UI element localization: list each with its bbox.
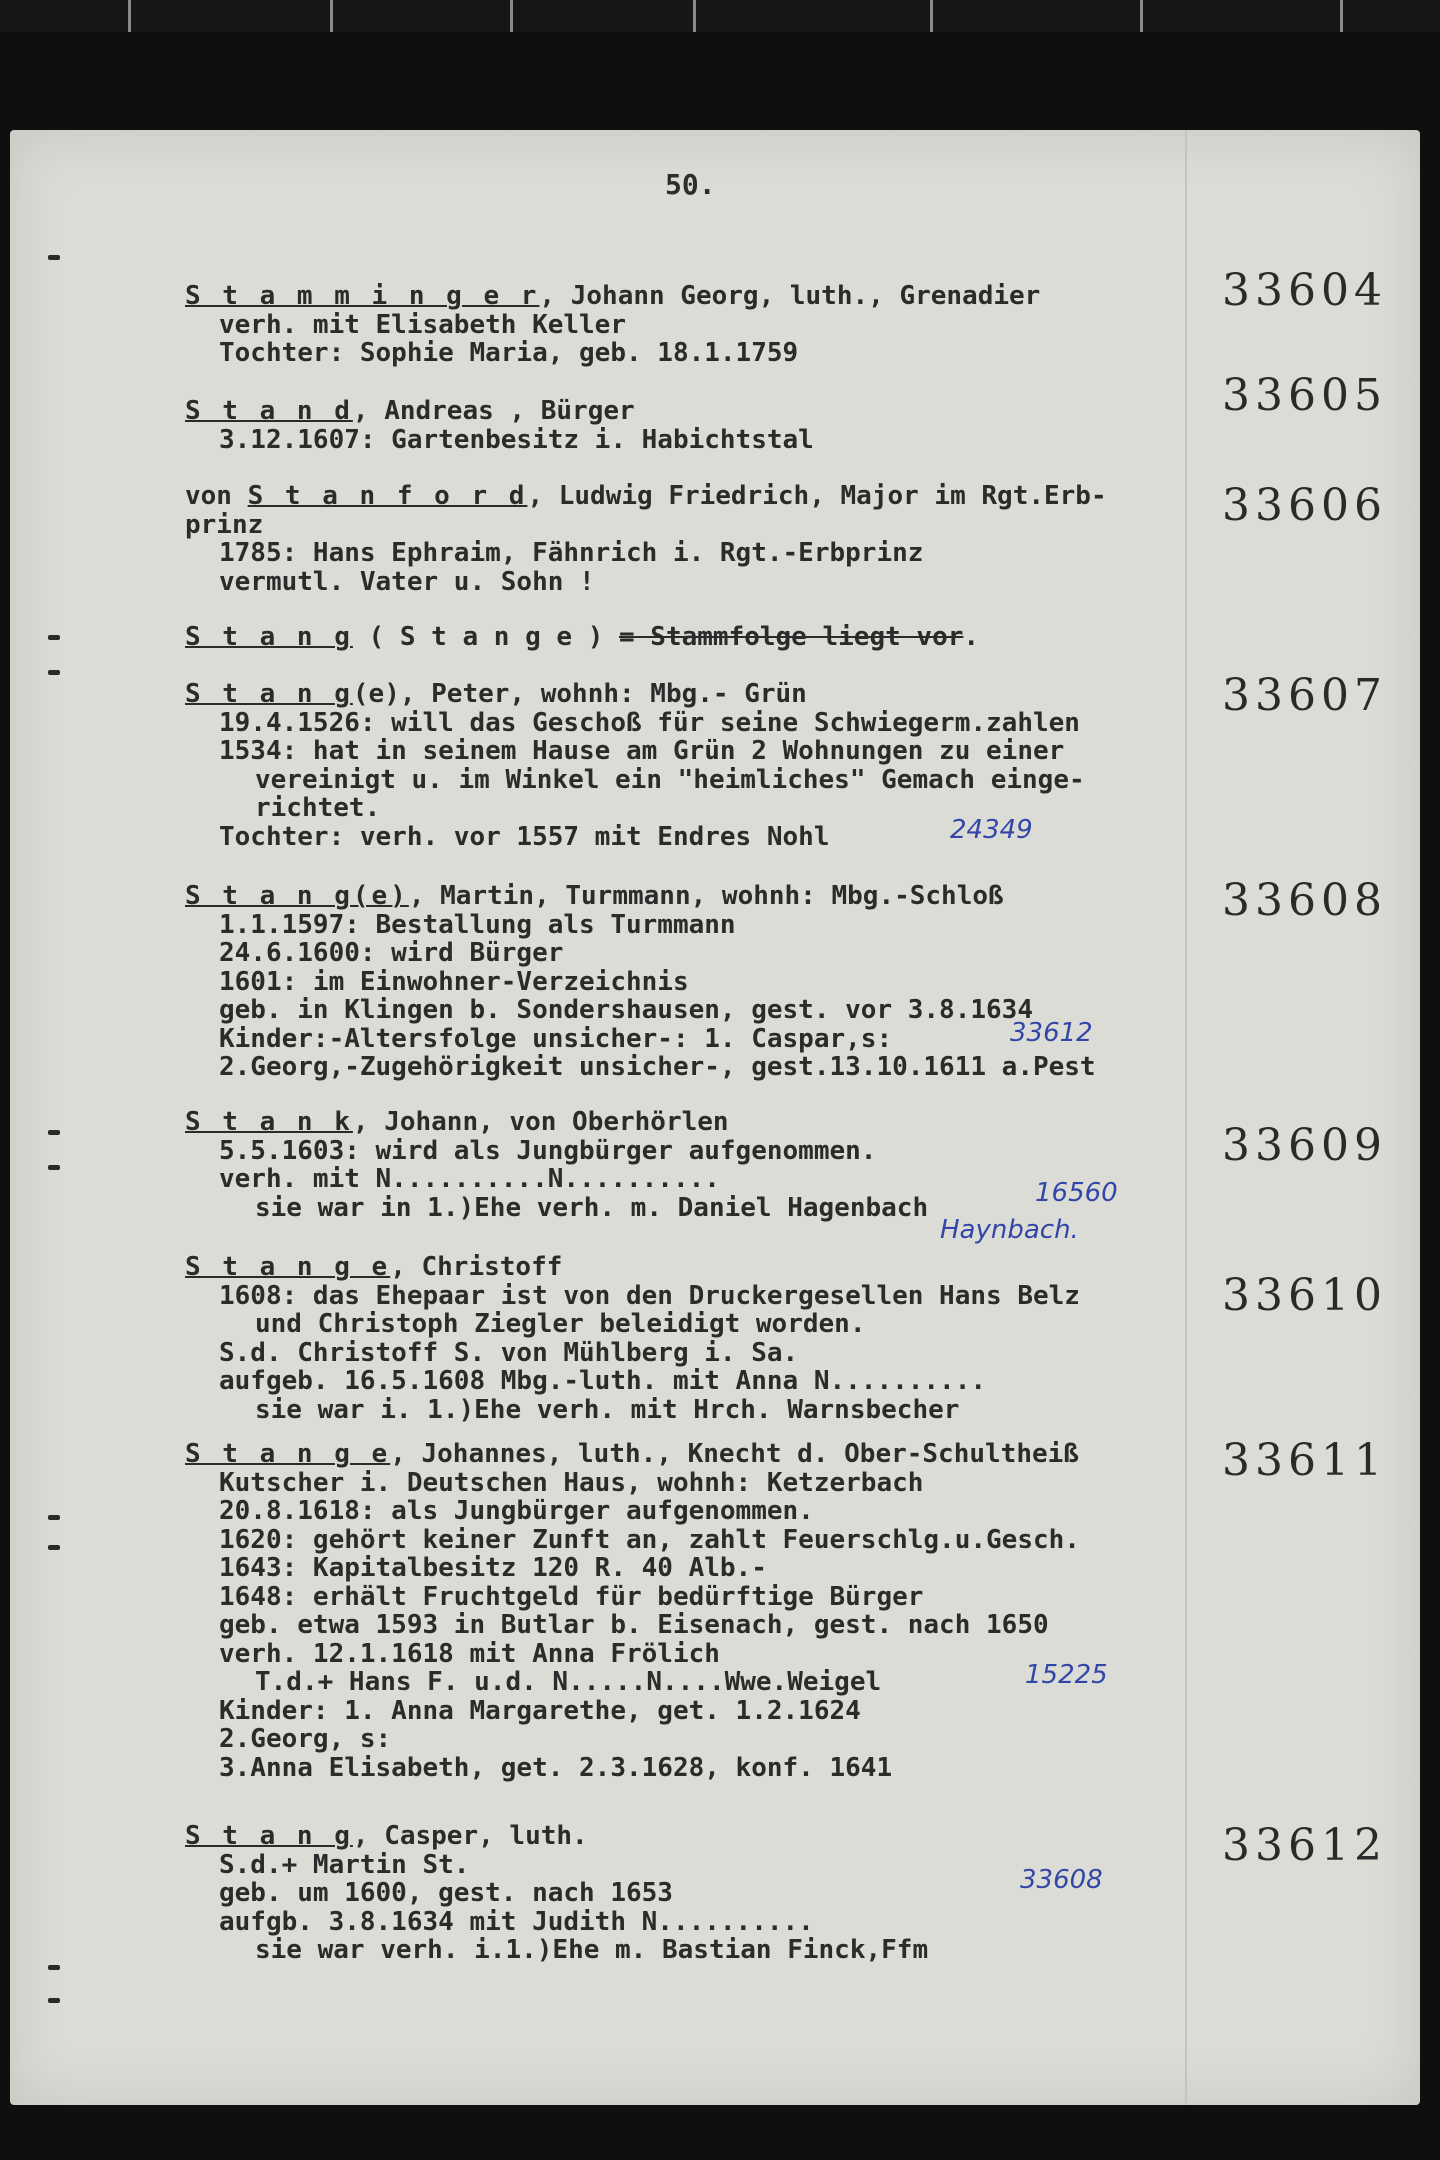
entry-line: verh. 12.1.1618 mit Anna Frölich [219,1638,720,1669]
entry-id: 33606 [1222,480,1387,531]
entry-line: sie war i. 1.)Ehe verh. mit Hrch. Warnsbecher [255,1394,960,1425]
entry-heading [185,623,1195,652]
page-number: 50. [665,168,716,201]
heading-text: ( S t a n g e ) [352,622,619,652]
heading-text: , Johann, von Oberhörlen [352,1107,729,1137]
surname: S t a n g e [185,1439,391,1469]
entry-line: 3.Anna Elisabeth, get. 2.3.1628, konf. 1641 [219,1752,893,1783]
entry-line: 3.12.1607: Gartenbesitz i. Habichtstal [219,424,814,455]
struck-note: = Stammfolge liegt vor [619,622,964,652]
entry-line: 1785: Hans Ephraim, Fähnrich i. Rgt.-Erbprinz [219,538,924,568]
entry-heading [185,397,1195,426]
entry-line: und Christoph Ziegler beleidigt worden. [255,1309,866,1339]
entry-line: 1620: gehört keiner Zunft an, zahlt Feuerschlg.u.Gesch. [219,1524,1080,1555]
surname: S t a n f o r d [247,481,528,511]
entry-line: 24.6.1600: wird Bürger [219,938,564,968]
entry-id: 33607 [1222,670,1387,721]
surname: S t a n d [185,396,353,426]
entry-line: 2.Georg, s: [219,1724,392,1754]
film-strip [0,0,1440,32]
entry-heading [185,1108,1195,1137]
entry-id: 33604 [1222,265,1387,316]
entry-stamminger [185,282,1195,368]
surname: S t a n g e [185,1252,391,1282]
entry-id: 33609 [1222,1120,1387,1171]
entry-line: 1.1.1597: Bestallung als Turmmann [219,909,736,940]
entry-line: geb. in Klingen b. Sondershausen, gest. vor 3.8.1634 [219,995,1033,1025]
entry-line: Kinder: 1. Anna Margarethe, get. 1.2.1624 [219,1695,861,1726]
entry-line: verh. mit N..........N.......... [219,1164,720,1194]
entry-id: 33611 [1222,1435,1387,1486]
heading-text: , Johannes, luth., Knecht d. Ober-Schultheiß [390,1439,1079,1469]
entry-line: 19.4.1526: will das Geschoß für seine Schwiegerm.zahlen [219,707,1080,738]
handwritten-reference: 24349 [950,815,1033,845]
entry-stang-reference [185,623,1195,652]
heading-text: , Johann Georg, luth., Grenadier [539,281,1041,311]
surname: S t a n g [185,622,353,652]
entry-line: geb. um 1600, gest. nach 1653 [219,1878,673,1908]
entry-line: 1534: hat in seinem Hause am Grün 2 Wohnungen zu einer [219,736,1065,766]
entry-heading [185,1253,1195,1282]
entry-stange-martin [185,882,1195,1082]
heading-text: , Martin, Turmmann, wohnh: Mbg.-Schloß [408,881,1004,911]
entry-line: vermutl. Vater u. Sohn ! [219,566,595,597]
handwritten-reference: 16560 [1035,1178,1118,1208]
entry-heading [185,1440,1195,1469]
entry-line: Kinder:-Altersfolge unsicher-: 1. Caspar,s: [219,1023,893,1054]
entry-line: sie war verh. i.1.)Ehe m. Bastian Finck,Ffm [255,1935,929,1965]
heading-tail: . [963,622,980,652]
handwritten-reference: 33608 [1020,1865,1103,1895]
handwritten-reference: 15225 [1025,1660,1108,1690]
entry-heading [185,1822,1195,1851]
entry-line: aufgb. 3.8.1634 mit Judith N.......... [219,1906,814,1937]
entry-line: vereinigt u. im Winkel ein "heimliches" Gemach einge- [255,764,1085,795]
entry-line: 1601: im Einwohner-Verzeichnis [219,966,689,997]
entry-line: richtet. [255,793,381,823]
entry-heading [185,680,1195,709]
heading-text: , Christoff [390,1252,563,1282]
entry-heading [185,282,1195,311]
entry-stand [185,397,1195,454]
entry-id: 33605 [1222,370,1387,421]
entry-stange-christoff [185,1253,1195,1424]
entry-line: geb. etwa 1593 in Butlar b. Eisenach, gest. nach 1650 [219,1610,1049,1640]
handwritten-correction: Haynbach. [940,1215,1079,1245]
entry-line: prinz [185,509,264,540]
heading-text: , Andreas , Bürger [352,396,635,426]
heading-text: , Casper, luth. [352,1821,588,1851]
heading-text: (e), Peter, wohnh: Mbg.- Grün [352,679,807,709]
entry-id: 33610 [1222,1270,1387,1321]
entry-stanford [185,482,1195,596]
entry-line: 2.Georg,-Zugehörigkeit unsicher-, gest.13.10.1611 a.Pest [219,1052,1096,1082]
handwritten-reference: 33612 [1010,1018,1093,1048]
name-prefix: von [185,481,248,511]
entry-line: Tochter: verh. vor 1557 mit Endres Nohl [219,821,830,852]
entry-stang-peter [185,680,1195,851]
entry-line: Tochter: Sophie Maria, geb. 18.1.1759 [219,338,799,368]
entry-id: 33608 [1222,875,1387,926]
surname: S t a n g [185,679,353,709]
entry-line: Kutscher i. Deutschen Haus, wohnh: Ketzerbach [219,1467,924,1498]
surname: S t a n g [185,1821,353,1851]
entry-line: S.d. Christoff S. von Mühlberg i. Sa. [219,1337,799,1368]
entry-line: T.d.+ Hans F. u.d. N.....N....Wwe.Weigel [255,1667,882,1697]
entry-heading [185,882,1195,911]
entry-line: aufgeb. 16.5.1608 Mbg.-luth. mit Anna N.......... [219,1366,987,1396]
entry-stange-johannes [185,1440,1195,1782]
entry-heading [185,482,1195,511]
entry-line: S.d.+ Martin St. [219,1849,470,1880]
entry-line: 1643: Kapitalbesitz 120 R. 40 Alb.- [219,1553,767,1583]
index-card [10,130,1420,2105]
surname: S t a n k [185,1107,353,1137]
heading-text: , Ludwig Friedrich, Major im Rgt.Erb- [527,481,1107,511]
entry-line: verh. mit Elisabeth Keller [219,309,626,340]
entry-line: sie war in 1.)Ehe verh. m. Daniel Hagenbach [255,1192,929,1223]
entry-line: 1648: erhält Fruchtgeld für bedürftige Bürger [219,1581,924,1612]
entry-line: 20.8.1618: als Jungbürger aufgenommen. [219,1496,814,1526]
entry-line: 1608: das Ehepaar ist von den Druckergesellen Hans Belz [219,1280,1080,1311]
surname: S t a m m i n g e r [185,281,540,311]
surname: S t a n g(e) [185,881,409,911]
entry-id: 33612 [1222,1820,1387,1871]
entry-line: 5.5.1603: wird als Jungbürger aufgenommen. [219,1135,877,1166]
